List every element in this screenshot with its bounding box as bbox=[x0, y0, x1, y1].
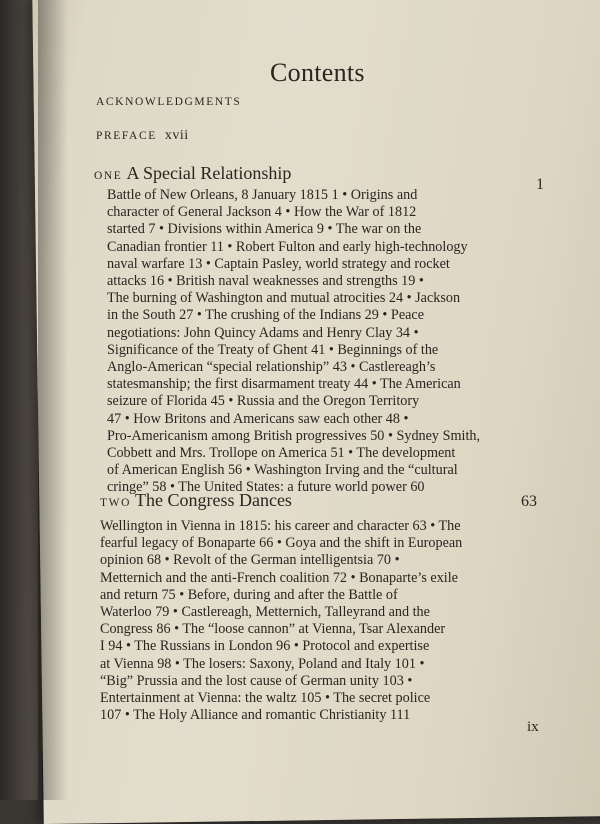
entry-line: Anglo-American “special relationship” 43 • Castlereagh’s bbox=[107, 359, 436, 376]
chapter-title: A Special Relationship bbox=[126, 163, 292, 183]
entry-line: Entertainment at Vienna: the waltz 105 • The secret police bbox=[100, 690, 431, 707]
entry-line: Cobbett and Mrs. Trollope on America 51 • The development bbox=[107, 445, 456, 462]
entry-line: naval warfare 13 • Captain Pasley, world strategy and rocket bbox=[107, 255, 450, 272]
chapter-title: The Congress Dances bbox=[134, 490, 292, 510]
entry-line: statesmanship; the first disarmament treaty 44 • The American bbox=[107, 376, 461, 393]
entry-line: negotiations: John Quincy Adams and Henry Clay 34 • bbox=[107, 324, 419, 341]
entry-line: at Vienna 98 • The losers: Saxony, Poland and Italy 101 • bbox=[100, 655, 425, 672]
entry-line: 47 • How Britons and Americans saw each other 48 • bbox=[107, 410, 409, 427]
entry-line: Waterloo 79 • Castlereagh, Metternich, Talleyrand and the bbox=[100, 604, 430, 621]
entry-line: Wellington in Vienna in 1815: his career and character 63 • The bbox=[100, 518, 461, 534]
acknowledgments-label: ACKNOWLEDGMENTS bbox=[96, 96, 242, 108]
entry-line: cringe” 58 • The United States: a future world power 60 bbox=[107, 479, 425, 496]
preface-entry bbox=[96, 128, 189, 144]
entry-line: attacks 16 • British naval weaknesses and strengths 19 • bbox=[107, 273, 424, 290]
chapter-heading bbox=[94, 163, 291, 184]
entry-line: of American English 56 • Washington Irving and the “cultural bbox=[107, 462, 458, 479]
page-folio: ix bbox=[527, 719, 539, 735]
entry-line: The burning of Washington and mutual atrocities 24 • Jackson bbox=[107, 290, 461, 307]
chapter-number: TWO bbox=[100, 497, 131, 509]
entry-line: I 94 • The Russians in London 96 • Protocol and expertise bbox=[100, 638, 430, 655]
chapter-page-number: 1 bbox=[536, 176, 544, 193]
preface-label: PREFACE bbox=[96, 130, 157, 142]
entry-line: Battle of New Orleans, 8 January 1815 1 • Origins and bbox=[107, 187, 418, 203]
entry-line: Metternich and the anti-French coalition 72 • Bonaparte’s exile bbox=[100, 569, 458, 586]
entry-line: Congress 86 • The “loose cannon” at Vienna, Tsar Alexander bbox=[100, 621, 446, 638]
entry-line: opinion 68 • Revolt of the German intelligentsia 70 • bbox=[100, 552, 400, 569]
entry-line: Canadian frontier 11 • Robert Fulton and early high-technology bbox=[107, 238, 468, 255]
entry-line: “Big” Prussia and the lost cause of German unity 103 • bbox=[100, 672, 413, 689]
entry-line: Significance of the Treaty of Ghent 41 • Beginnings of the bbox=[107, 341, 439, 358]
preface-page-number: xvii bbox=[164, 128, 189, 143]
chapter-two-entries bbox=[100, 518, 462, 724]
entry-line: and return 75 • Before, during and after the Battle of bbox=[100, 586, 398, 603]
chapter-one-entries bbox=[107, 187, 480, 497]
entry-line: character of General Jackson 4 • How the War of 1812 bbox=[107, 204, 417, 221]
entry-line: seizure of Florida 45 • Russia and the Oregon Territory bbox=[107, 393, 420, 410]
page-title: Contents bbox=[270, 58, 365, 87]
chapter-heading bbox=[100, 490, 292, 511]
entry-line: in the South 27 • The crushing of the Indians 29 • Peace bbox=[107, 307, 425, 324]
entry-line: started 7 • Divisions within America 9 • The war on the bbox=[107, 221, 422, 238]
entry-line: Pro-Americanism among British progressives 50 • Sydney Smith, bbox=[107, 427, 481, 444]
chapter-page-number: 63 bbox=[521, 493, 537, 510]
entry-line: fearful legacy of Bonaparte 66 • Goya and the shift in European bbox=[100, 535, 463, 552]
entry-line: 107 • The Holy Alliance and romantic Christianity 111 bbox=[100, 707, 411, 724]
chapter-number: ONE bbox=[94, 170, 123, 182]
acknowledgments-entry bbox=[96, 96, 241, 108]
